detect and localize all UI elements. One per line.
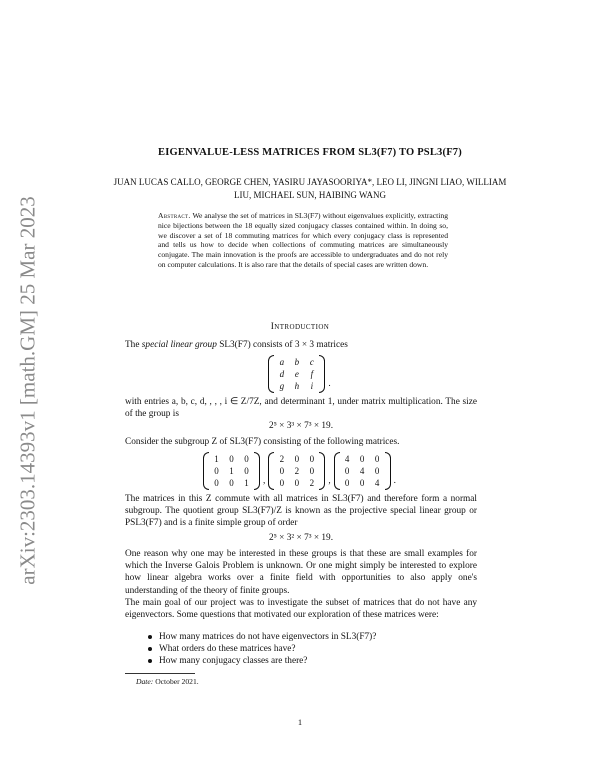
footnote-label: Date: [136,677,154,686]
right-paren [319,355,325,393]
matrix-entry: 0 [244,466,249,476]
abstract-label: Abstract. [158,211,191,220]
matrix-entry: 0 [214,466,219,476]
matrix-entry: 0 [279,478,285,488]
abstract-text: We analyse the set of matrices in SL3(F7) without eigenvalues explicitly, extracting nice bijections between the 18 equally sized conjugacy classes contained within. In doing so, we discover a set of 18 commuting matrices for which every conjugacy class is represented and tells us how to decide when collections of commuting matrices are simultaneously conjugate. The main innovation is the proofs are accessible to undergraduates and do not rely on computer calculations. It is also rare that the details of special cases are written down. [158,211,448,269]
matrix-separator: , [263,476,266,486]
scalar-matrix-2 [274,453,319,489]
matrix-entry: 1 [244,478,249,488]
question-list [148,631,478,668]
footnote-rule [125,673,195,674]
matrix-period: . [328,379,331,389]
right-paren [254,452,260,490]
date-footnote [136,677,199,686]
paper-title: EIGENVALUE-LESS MATRICES FROM SL3(F7) TO PSL3(F7) [158,147,462,158]
matrix-entry: 1 [229,466,234,476]
matrix-separator: , [328,476,331,486]
matrix-entry: 0 [294,454,300,464]
matrix-separator: . [393,476,396,486]
matrix-entry: 2 [309,478,315,488]
intro-paragraph-5: One reason why one may be interested in these groups is that these are small examples for which the Inverse Galois Problem is unknown. Or one might simply be interested to explore how linear algebra works over a finite field with opportunities to also apply one's understanding of the theory of finite groups. [125,549,477,596]
author-list: JUAN LUCAS CALLO, GEORGE CHEN, YASIRU JAYASOORIYA*, LEO LI, JINGNI LIAO, WILLIAM LIU, MICHAEL SUN, HAIBING WANG [113,177,507,200]
matrix-entry: f [310,369,314,379]
matrix-entry: 0 [279,466,285,476]
matrix-entry: i [310,381,314,391]
matrix-entry: 0 [229,478,234,488]
p1-suffix: SL3(F7) consists of 3 × 3 matrices [219,340,348,350]
matrix-entry: 0 [294,478,300,488]
matrix-entry: e [294,369,299,379]
matrix-entry: 4 [374,478,380,488]
p1-emphasis: special linear group [141,340,217,350]
intro-paragraph-1 [125,339,477,351]
page-number: 1 [297,717,303,727]
question-list-item: How many matrices do not have eigenvectors in SL3(F7)? [148,631,478,643]
footnote-text: October 2021. [155,677,199,686]
matrix-entry: c [309,357,314,367]
matrix-entry: 0 [244,454,249,464]
intro-paragraph-6: The main goal of our project was to investigate the subset of matrices that do not have any eigenvectors. Some questions that motivated our exploration of these matrices were: [125,598,477,621]
right-paren [319,452,325,490]
matrix-entry: a [279,357,285,367]
matrix-entry: 0 [229,454,234,464]
matrix-entry: h [294,381,300,391]
arxiv-identifier: arXiv:2303.14393v1 [math.GM] 25 Mar 2023 [15,195,40,585]
general-matrix-grid [274,356,319,392]
scalar-matrices-display [125,452,477,493]
p1-prefix: The [125,340,140,350]
matrix-entry: 4 [344,454,350,464]
general-matrix [268,355,333,393]
arxiv-sidebar-stamp [14,170,42,610]
question-list-item: How many conjugacy classes are there? [148,655,478,667]
matrix-entry: 0 [344,478,350,488]
general-matrix-display [125,355,477,396]
matrix-entry: 1 [214,454,219,464]
matrix-entry: 0 [359,454,365,464]
abstract [158,211,448,270]
section-heading-introduction: Introduction [270,322,330,332]
psl-order-equation: 2⁵ × 3² × 7³ × 19. [268,533,334,543]
intro-paragraph-4: The matrices in this Z commute with all matrices in SL3(F7) and therefore form a normal subgroup. The quotient group SL3(F7)/Z is known as the projective special linear group or PSL3(F7) and is a finite simple group of order [125,494,477,529]
matrix-entry: g [279,381,285,391]
right-paren [385,452,391,490]
matrix-entry: 0 [214,478,219,488]
matrix-entry: 2 [294,466,300,476]
scalar-matrix-1 [209,453,254,489]
matrix-entry: 0 [309,466,315,476]
matrix-entry: 4 [359,466,365,476]
matrix-entry: d [279,369,285,379]
matrix-entry: b [294,357,300,367]
matrix-entry: 0 [344,466,350,476]
scalar-matrix-3 [340,453,385,489]
matrix-entry: 0 [374,466,380,476]
matrix-entry: 2 [279,454,285,464]
question-list-item: What orders do these matrices have? [148,643,478,655]
intro-paragraph-2: with entries a, b, c, d, , , , i ∈ Z/7Z, and determinant 1, under matrix multiplication. The size of the group is [125,397,477,420]
intro-paragraph-3: Consider the subgroup Z of SL3(F7) consisting of the following matrices. [125,437,400,447]
matrix-entry: 0 [359,478,365,488]
matrix-entry: 0 [374,454,380,464]
scalar-matrix-row [203,452,399,490]
group-order-equation: 2⁵ × 3³ × 7³ × 19. [268,421,334,431]
matrix-entry: 0 [309,454,315,464]
